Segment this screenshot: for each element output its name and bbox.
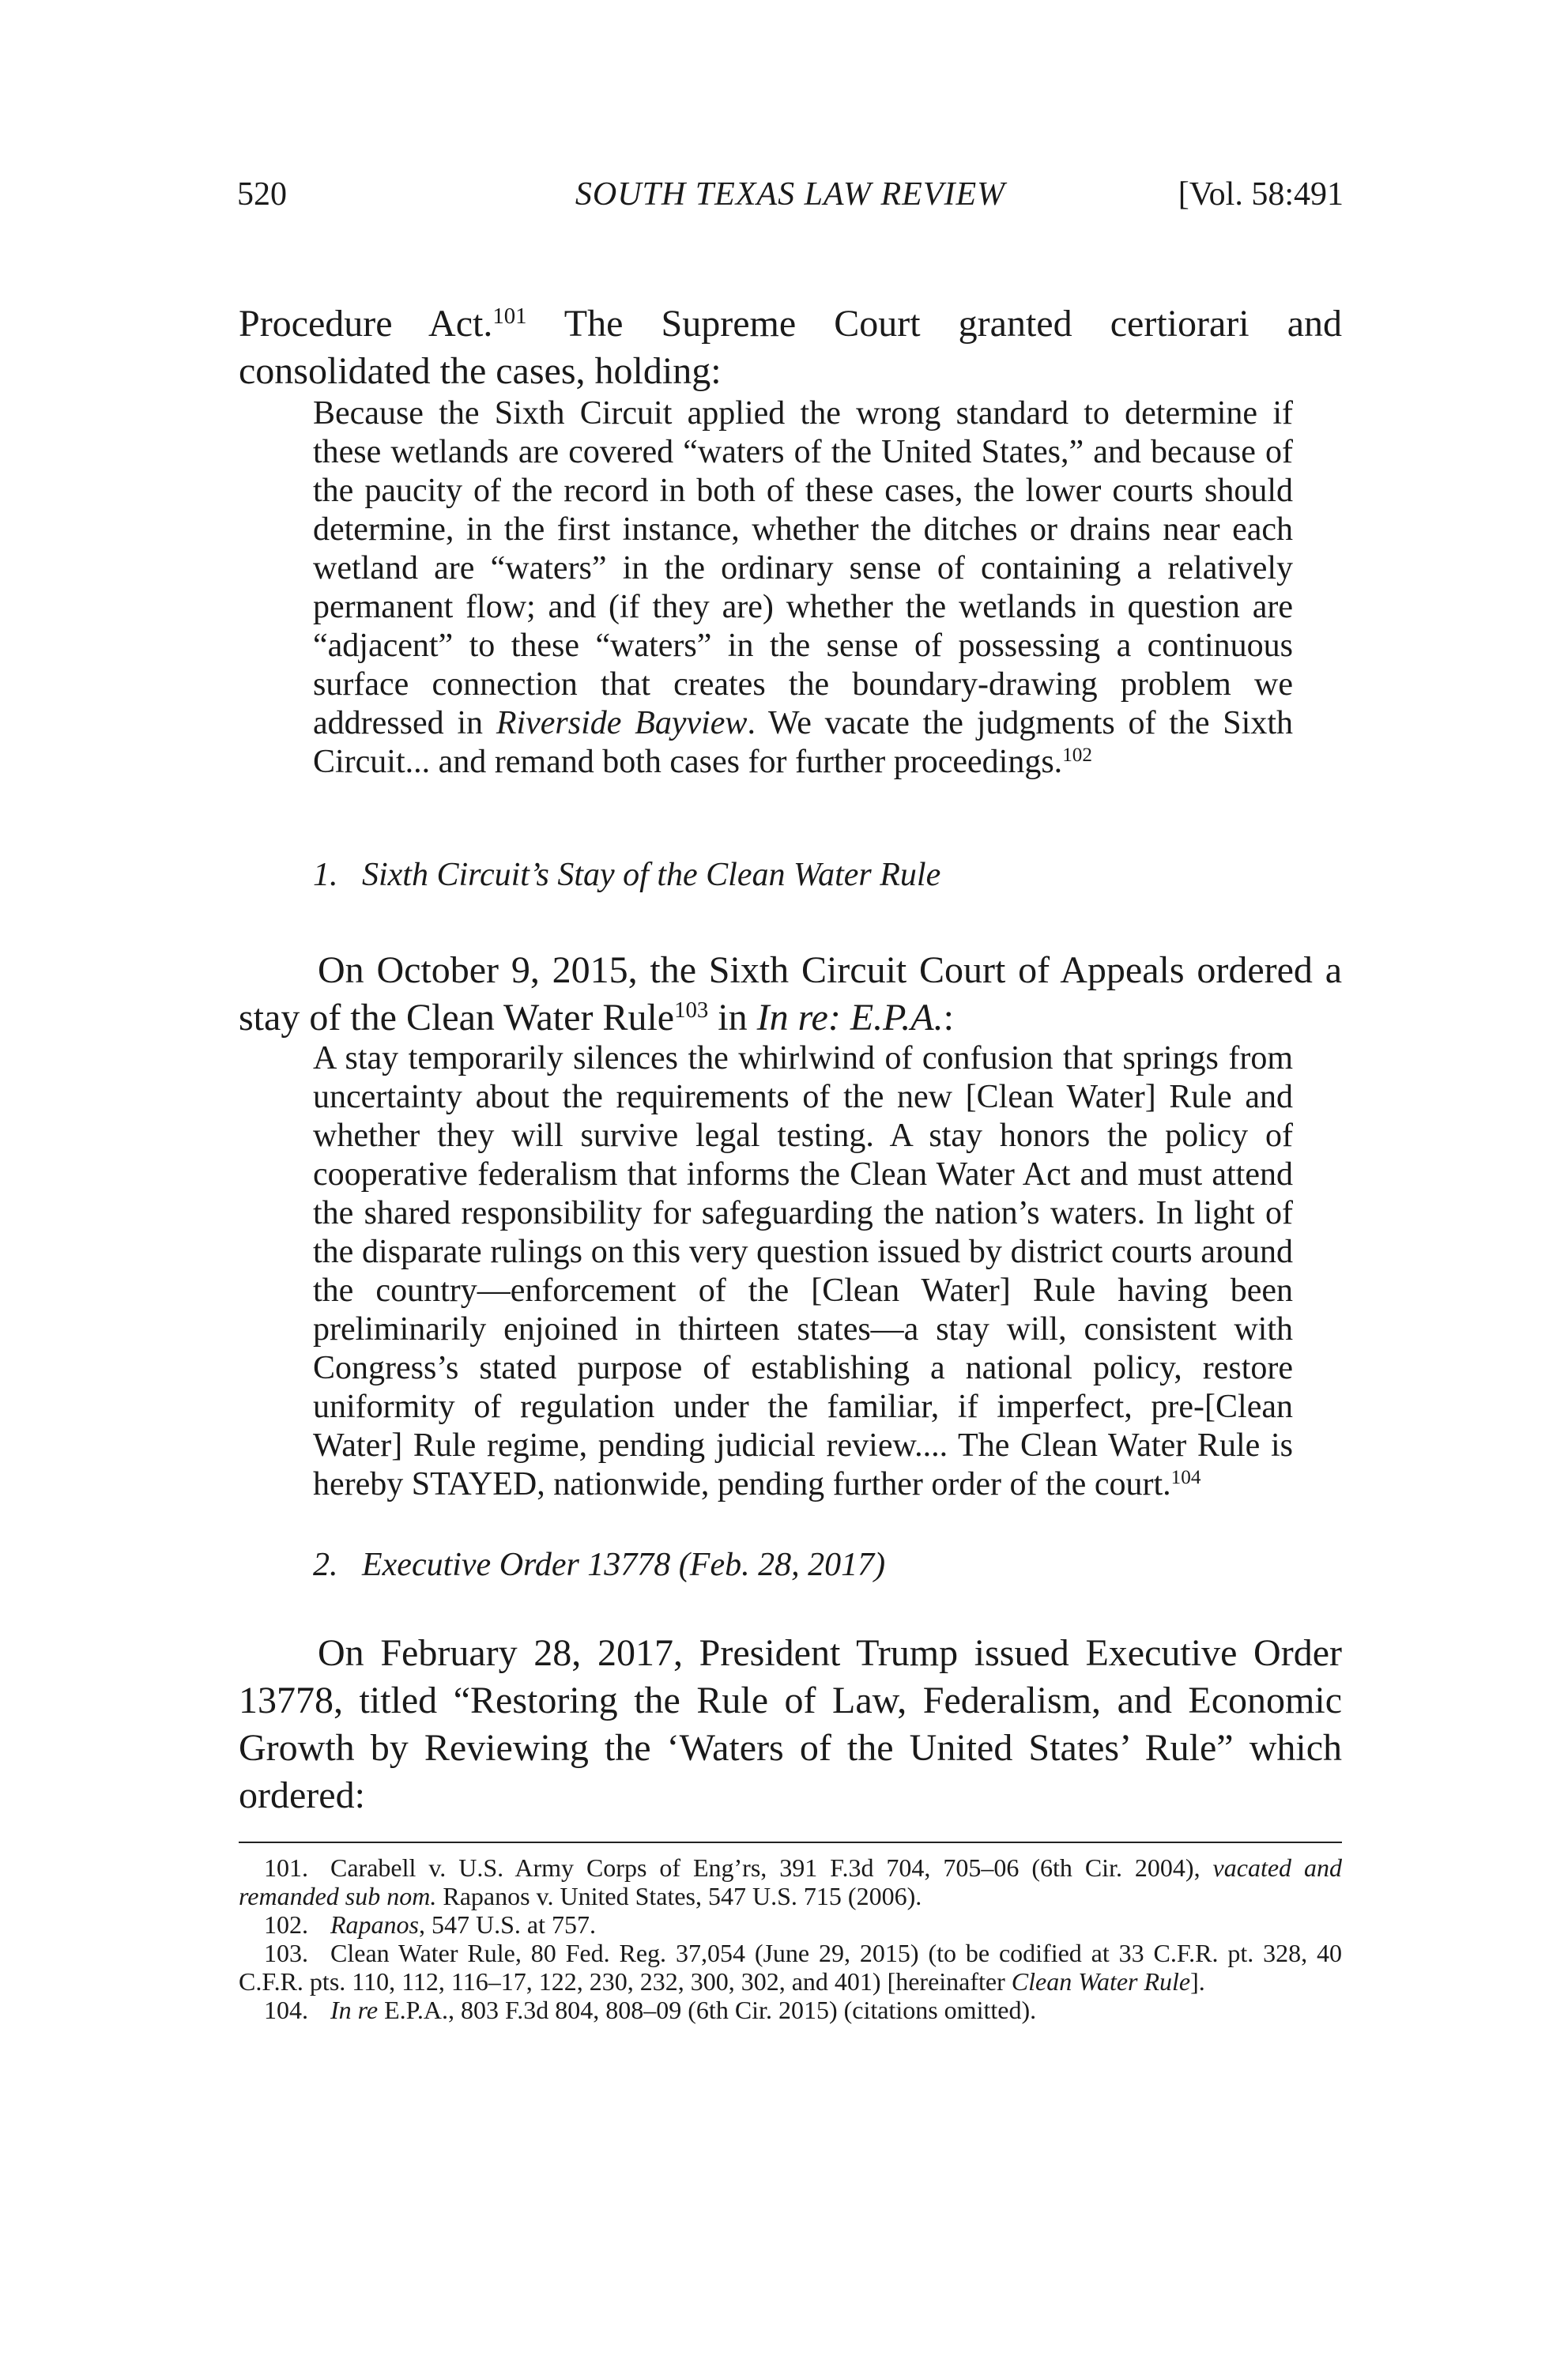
footnote-ref-102[interactable]: 102 bbox=[1062, 745, 1092, 767]
paragraph-text: in bbox=[708, 997, 757, 1039]
footnote-text: Clean Water Rule, 80 Fed. Reg. 37,054 (June 29, 2015) (to be codified at 33 C.F.R. pt. 328, 40 C.F.R. pts. 110, 112, 116–17, 122, 230, 232, 300, 302, and 401) [hereinafter bbox=[239, 1939, 1342, 1996]
block-quote-rapanos bbox=[313, 394, 1293, 782]
footnotes bbox=[239, 1853, 1342, 2024]
footnote-italic: In re bbox=[330, 1996, 379, 2024]
footnote-ref-104[interactable]: 104 bbox=[1170, 1467, 1201, 1489]
footnote-text: Rapanos v. United States, 547 U.S. 715 (2006). bbox=[436, 1882, 922, 1910]
paragraph-text: Procedure Act. bbox=[239, 303, 493, 345]
paragraph-executive-order bbox=[239, 1630, 1342, 1819]
section-heading-sixth-circuit-stay bbox=[313, 855, 940, 895]
quote-text: A stay temporarily silences the whirlwind of confusion that springs from uncertainty about the requirements of the new [Clean Water] Rule and whether they will survive legal testing. A stay honors the policy of cooperative federalism that informs the Clean Water Act and must attend the shared responsibility for safeguarding the nation’s waters. In light of the disparate rulings on this very question issued by district courts around the country—enforcement of the [Clean Water] Rule having been preliminarily enjoined in thirteen states—a stay will, consistent with Congress’s stated purpose of establishing a national policy, restore uniformity of regulation under the familiar, if imperfect, pre-[Clean Water] Rule regime, pending judicial review.... The Clean Water Rule is hereby STAYED, nationwide, pending further order of the court. bbox=[313, 1040, 1293, 1502]
footnote-number: 102. bbox=[264, 1910, 308, 1939]
quote-text: Because the Sixth Circuit applied the wrong standard to determine if these wetlands are covered “waters of the United States,” and because of the paucity of the record in both of these cases, the lower courts should determine, in the first instance, whether the ditches or drains near each wetland are “waters” in the ordinary sense of containing a relatively permanent flow; and (if they are) whether the wetlands in question are “adjacent” to these “waters” in the sense of possessing a continuous surface connection that creates the boundary-drawing problem we addressed in bbox=[313, 395, 1293, 741]
block-quote-in-re-epa bbox=[313, 1039, 1293, 1504]
footnote-divider bbox=[239, 1842, 1342, 1843]
running-header bbox=[237, 175, 1344, 223]
paragraph-sixth-circuit-stay bbox=[239, 947, 1342, 1042]
footnote-text: E.P.A., 803 F.3d 804, 808–09 (6th Cir. 2015) (citations omitted). bbox=[378, 1996, 1037, 2024]
section-heading-executive-order bbox=[313, 1545, 885, 1585]
section-title: Sixth Circuit’s Stay of the Clean Water Rule bbox=[362, 857, 941, 893]
footnote-text: Carabell v. U.S. Army Corps of Eng’rs, 391 F.3d 704, 705–06 (6th Cir. 2004), bbox=[330, 1853, 1213, 1882]
section-number: 2. bbox=[313, 1547, 338, 1583]
footnote-number: 104. bbox=[264, 1996, 308, 2024]
footnote-text: , 547 U.S. at 757. bbox=[419, 1910, 596, 1939]
footnote-103 bbox=[239, 1939, 1342, 1996]
footnote-italic: Rapanos bbox=[330, 1910, 419, 1939]
journal-title: SOUTH TEXAS LAW REVIEW bbox=[575, 176, 1006, 213]
volume-citation: [Vol. 58:491 bbox=[1178, 176, 1344, 213]
paragraph-procedure-act bbox=[239, 300, 1342, 395]
footnote-number: 103. bbox=[264, 1939, 308, 1967]
paragraph-text: The Supreme Court granted certiorari and consolidated the cases, holding: bbox=[239, 303, 1343, 392]
footnote-text: ]. bbox=[1190, 1967, 1205, 1996]
quote-text: . We vacate the judgments of the Sixth Circuit... and remand both cases for further proceedings. bbox=[313, 705, 1293, 780]
paragraph-text: On February 28, 2017, President Trump issued Executive Order 13778, titled “Restoring the Rule of Law, Federalism, and Economic Growth by Reviewing the ‘Waters of the United States’ Rule” which ordered: bbox=[239, 1632, 1342, 1816]
section-number: 1. bbox=[313, 857, 338, 893]
footnote-102 bbox=[239, 1910, 1342, 1939]
section-title: Executive Order 13778 (Feb. 28, 2017) bbox=[362, 1547, 886, 1583]
case-name-italic: In re: E.P.A. bbox=[756, 997, 944, 1039]
footnote-104 bbox=[239, 1996, 1342, 2024]
footnote-ref-103[interactable]: 103 bbox=[674, 997, 709, 1024]
footnote-number: 101. bbox=[264, 1853, 308, 1882]
page-number: 520 bbox=[237, 176, 287, 213]
paragraph-text: : bbox=[943, 997, 954, 1039]
paragraph-text: On October 9, 2015, the Sixth Circuit Court of Appeals ordered a stay of the Clean Water Rule bbox=[239, 949, 1342, 1039]
footnote-ref-101[interactable]: 101 bbox=[492, 304, 527, 330]
footnote-italic: vacated and remanded sub nom. bbox=[239, 1853, 1343, 1910]
footnote-italic: Clean Water Rule bbox=[1011, 1967, 1191, 1996]
footnote-101 bbox=[239, 1853, 1342, 1910]
case-name-italic: Riverside Bayview bbox=[496, 705, 748, 741]
